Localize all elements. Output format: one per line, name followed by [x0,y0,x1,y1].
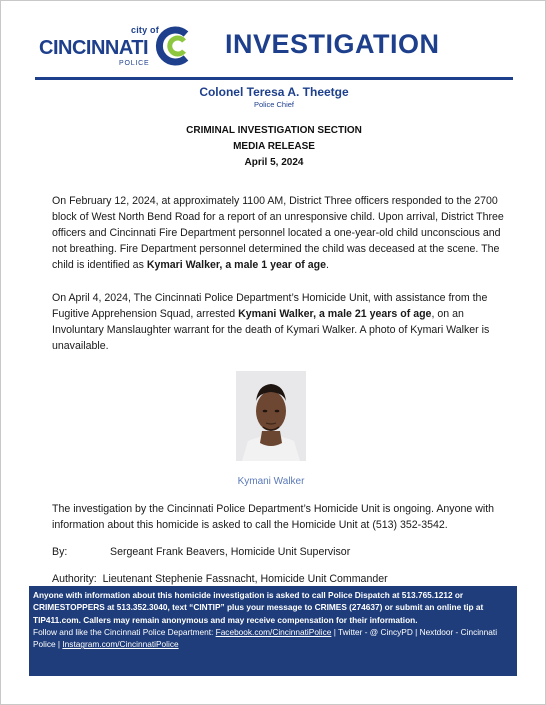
tip-instructions: Anyone with information about this homicide investigation is asked to call Police Dispatch at 513.765.1212 or CRIMESTOPPERS at 513.352.3040, text “CINTIP” plus your message to CRIMES (274637) or submit an online tip at TIP411.com. Callers may remain anonymous and may receive compensation for their information. [33,590,484,625]
logo-police: POLICE [119,60,150,67]
header-divider [35,77,513,80]
facebook-link[interactable]: Facebook.com/CincinnatiPolice [215,626,332,637]
instagram-link[interactable]: Instagram.com/CincinnatiPolice [62,639,179,650]
arrest-text-end: , on an Involuntary Manslaughter warrant for the death of Kymari Walker. A photo of Kymari Walker is unavailable. [52,308,490,352]
authority-label: Authority: [52,573,97,585]
letterhead [37,23,517,71]
incident-text-end: . [326,259,329,271]
investigation-banner-title: INVESTIGATION [225,29,440,59]
chief-name: Colonel Teresa A. Theetge [199,85,349,99]
authority-line [52,573,388,585]
arrest-text: On April 4, 2024, The Cincinnati Police Department’s Homicide Unit, with assistance from the Fugitive Apprehension Squad, arrested [52,292,488,320]
cincinnati-police-logo [37,23,197,71]
by-value: Sergeant Frank Beavers, Homicide Unit Supervisor [110,546,351,558]
byline [52,546,350,558]
follow-mid: | Twitter - @ CincyPD | Nextdoor - Cincinnati Police | [33,626,498,650]
suspect-photo [236,371,306,461]
c-swoosh-logo-icon [153,25,195,67]
by-label: By: [52,546,68,558]
release-type: MEDIA RELEASE [233,141,315,152]
paragraph-arrest [52,290,512,354]
photo-caption: Kymani Walker [237,476,305,487]
logo-city-of: city of [131,25,159,35]
chief-title: Police Chief [253,100,295,109]
release-date: April 5, 2024 [244,157,304,168]
victim-identity: Kymari Walker, a male 1 year of age [146,259,327,271]
follow-prefix: Follow and like the Cincinnati Police Department: [33,626,216,637]
authority-value: Lieutenant Stephenie Fassnacht, Homicide Unit Commander [102,573,388,585]
suspect-portrait-image [236,371,306,461]
paragraph-ongoing: The investigation by the Cincinnati Police Department’s Homicide Unit is ongoing. Anyone with information about this homicide is asked to call the Homicide Unit at (513) 352-3542. [52,503,495,531]
paragraph-incident [52,193,512,273]
tip-info-box [29,586,517,676]
suspect-identity: Kymani Walker, a male 21 years of age [238,308,432,320]
social-follow-line [33,626,513,651]
logo-city-name: CINCINNATI [39,37,149,59]
incident-text: On February 12, 2024, at approximately 1100 AM, District Three officers responded to the 2700 block of West North Bend Road for a report of an unresponsive child. Upon arrival, District Three officers and Cincinnati Fire Department personnel located a one-year-old child unconscious and not breathing. Fire Department personnel determined the child was deceased at the scene. The child is identified as [52,195,504,271]
section-heading: CRIMINAL INVESTIGATION SECTION [186,125,362,136]
